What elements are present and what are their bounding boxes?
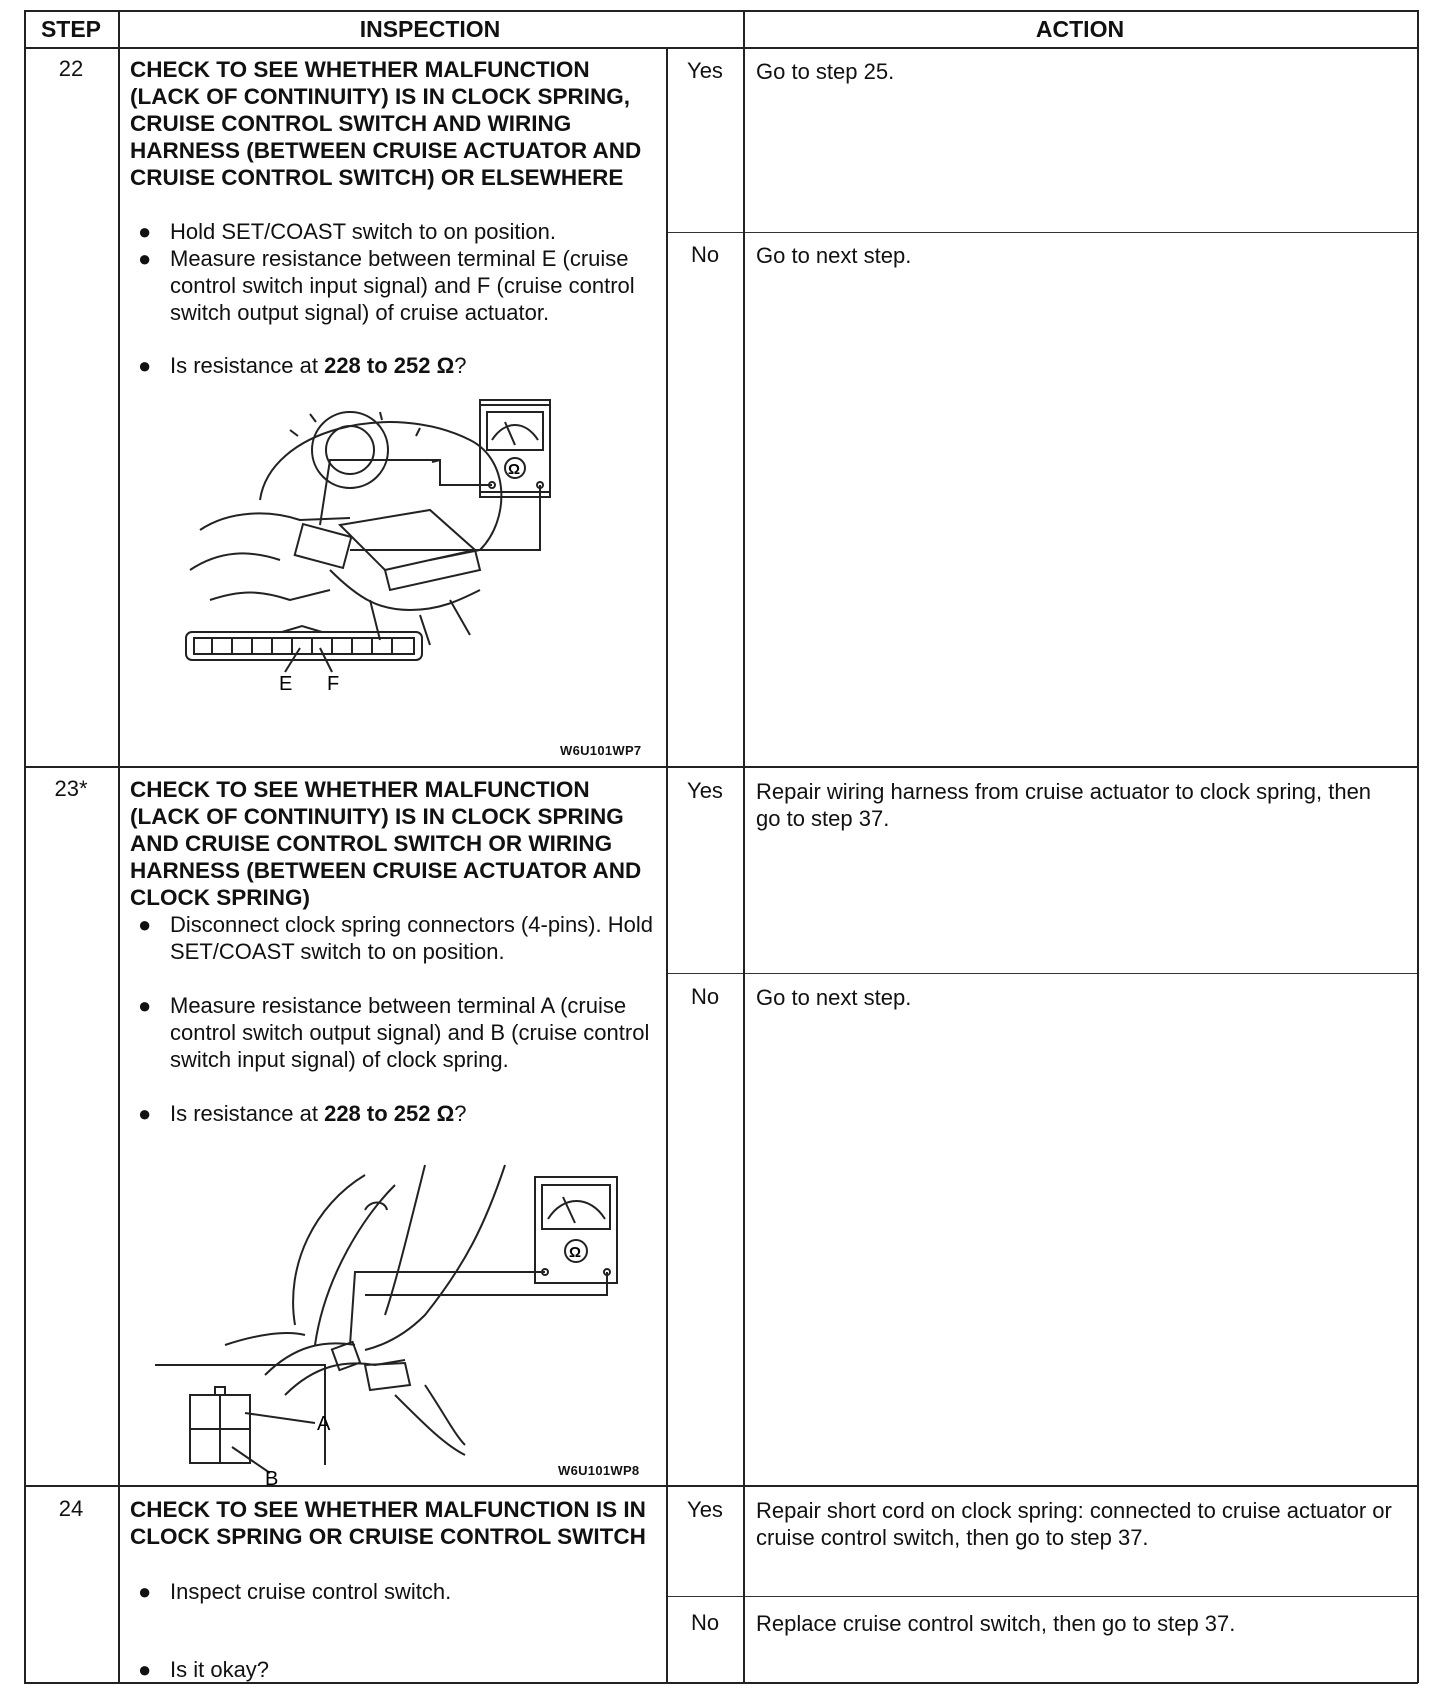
bullet-icon: ● [138, 1101, 152, 1126]
step-number: 23* [54, 776, 88, 801]
terminal-label-a: A [317, 1413, 331, 1435]
bullet-icon: ● [138, 993, 152, 1018]
no-label: No [690, 242, 720, 267]
table-border-left [24, 10, 26, 1683]
bullet-icon: ● [138, 219, 152, 244]
bullet-item: ● Hold SET/COAST switch to on position. [138, 219, 556, 244]
bullet-icon: ● [138, 353, 152, 378]
yes-action: Go to step 25. [756, 59, 895, 84]
bullet-item: ● Measure resistance between terminal A (cruise control switch output signal) and B (cruise control switch input signal) of clock spring. [138, 993, 650, 1072]
bullet-item: ● Is resistance at 228 to 252 Ω? [138, 1101, 467, 1126]
bullet-item: ● Inspect cruise control switch. [138, 1579, 452, 1604]
bullet-icon: ● [138, 912, 152, 937]
bullet-item: ● Is it okay? [138, 1657, 270, 1682]
bullet-icon: ● [138, 1579, 152, 1604]
step-number: 24 [58, 1496, 84, 1521]
yes-no-divider-22 [666, 232, 1418, 233]
no-action: Go to next step. [756, 985, 912, 1010]
figure-cruise-actuator-measurement [180, 400, 650, 760]
header-action: ACTION [1035, 16, 1125, 42]
yes-label: Yes [687, 778, 723, 803]
no-label: No [690, 984, 720, 1009]
step-title: CHECK TO SEE WHETHER MALFUNCTION (LACK OF CONTINUITY) IS IN CLOCK SPRING, CRUISE CONTROL SWITCH AND WIRING HARNESS (BETWEEN CRUISE ACTUATOR AND CRUISE CONTROL SWITCH) OR ELSEWHERE [130, 57, 642, 190]
header-step: STEP [40, 16, 102, 42]
row-divider-23 [24, 1485, 1418, 1487]
inspection-col-divider [666, 47, 668, 1683]
figure-caption: W6U101WP8 [558, 1463, 640, 1478]
bullet-icon: ● [138, 246, 152, 271]
bullet-item: ● Is resistance at 228 to 252 Ω? [138, 353, 467, 378]
no-action: Replace cruise control switch, then go to step 37. [756, 1611, 1236, 1636]
no-label: No [690, 1610, 720, 1635]
action-col-divider [743, 10, 745, 1683]
bullet-item: ● Measure resistance between terminal E (cruise control switch input signal) and F (cruise control switch output signal) of cruise actuator. [138, 246, 635, 325]
terminal-label-e: E [279, 673, 293, 695]
ohmmeter-symbol: Ω [569, 1244, 582, 1261]
header-divider [24, 47, 1418, 49]
no-action: Go to next step. [756, 243, 912, 268]
yes-no-divider-23 [666, 973, 1418, 974]
step-col-divider [118, 10, 120, 1683]
bullet-icon: ● [138, 1657, 152, 1682]
yes-label: Yes [687, 58, 723, 83]
yes-action: Repair wiring harness from cruise actuator to clock spring, then go to step 37. [756, 779, 1372, 831]
table-border-top [24, 10, 1418, 12]
terminal-label-b: B [265, 1468, 279, 1490]
terminal-label-f: F [327, 673, 340, 695]
row-divider-22 [24, 766, 1418, 768]
figure-caption: W6U101WP7 [560, 743, 642, 758]
header-inspection: INSPECTION [359, 16, 501, 42]
step-title: CHECK TO SEE WHETHER MALFUNCTION (LACK OF CONTINUITY) IS IN CLOCK SPRING AND CRUISE CONTROL SWITCH OR WIRING HARNESS (BETWEEN CRUISE ACTUATOR AND CLOCK SPRING) [130, 777, 642, 910]
yes-action: Repair short cord on clock spring: connected to cruise actuator or cruise control switch, then go to step 37. [756, 1498, 1392, 1550]
ohmmeter-symbol: Ω [508, 461, 521, 478]
step-number: 22 [58, 56, 84, 81]
bullet-item: ● Disconnect clock spring connectors (4-pins). Hold SET/COAST switch to on position. [138, 912, 653, 964]
table-border-right [1417, 10, 1419, 1683]
yes-no-divider-24 [666, 1596, 1418, 1597]
figure-clock-spring-measurement [165, 1145, 645, 1490]
step-title: CHECK TO SEE WHETHER MALFUNCTION IS IN CLOCK SPRING OR CRUISE CONTROL SWITCH [130, 1497, 646, 1549]
yes-label: Yes [687, 1497, 723, 1522]
